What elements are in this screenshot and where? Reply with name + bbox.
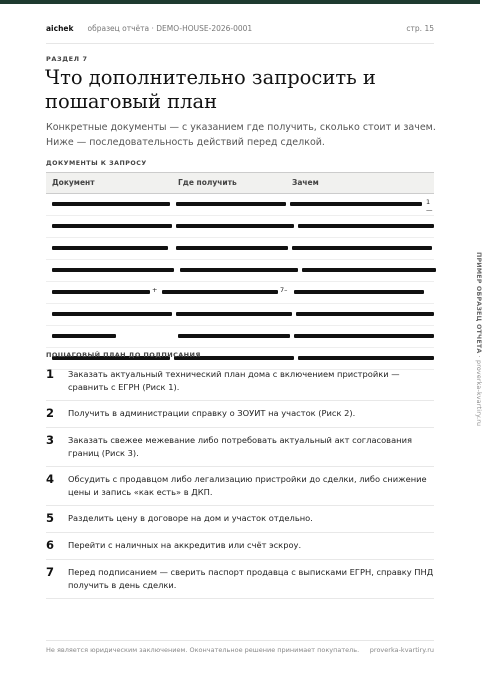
section-label: РАЗДЕЛ 7 [46,55,88,63]
step-number: 1 [46,367,55,381]
step-text: Перед подписанием — сверить паспорт продавца с выписками ЕГРН, справку ПНД получить в день сделки. [68,567,434,590]
redacted-text [176,246,288,250]
list-item [46,362,434,401]
page-number: стр. 15 [406,24,434,33]
watermark-rest: · proverka-kvartiry.ru [475,353,482,427]
redacted-text [52,268,174,272]
footer-disclaimer: Не является юридическим заключением. Окончательное решение принимает покупатель. [46,646,360,654]
redacted-text [302,268,436,272]
step-text: Перейти с наличных на аккредитив или счёт эскроу. [68,540,302,550]
table-fragment: 7– [280,286,288,294]
brand-logo: aichek [46,24,74,33]
redacted-text [52,246,168,250]
step-number: 7 [46,565,55,579]
table-row [46,282,434,304]
table-row [46,260,434,282]
redacted-text [162,290,278,294]
table-header [46,172,434,194]
column-header-why: Зачем [292,178,319,187]
redacted-text [298,356,434,360]
redacted-text [292,246,432,250]
table-fragment: 1 — [426,198,433,214]
redacted-text [52,334,116,338]
documents-label: ДОКУМЕНТЫ К ЗАПРОСУ [46,160,147,167]
table-row [46,238,434,260]
step-text: Получить в администрации справку о ЗОУИТ на участок (Риск 2). [68,408,356,418]
page-footer [46,640,434,654]
step-text: Обсудить с продавцом либо легализацию пристройки до сделки, либо снижение цены и запись «как есть» в ДКП. [68,474,427,497]
redacted-text [296,312,434,316]
redacted-text [294,290,424,294]
table-row [46,326,434,348]
watermark-bold: ПРИМЕР ОБРАЗЕЦ ОТЧЁТА [475,252,482,354]
redacted-text [176,202,286,206]
table-row [46,216,434,238]
column-header-where: Где получить [178,178,237,187]
documents-table [46,172,434,370]
step-text: Заказать свежее межевание либо потребовать актуальный акт согласования границ (Риск 3). [68,435,412,458]
redacted-text [180,268,298,272]
watermark-vertical [452,252,482,432]
redacted-text [178,334,290,338]
table-row [46,194,434,216]
list-item [46,428,434,467]
intro-paragraph: Конкретные документы — с указанием где получить, сколько стоит и зачем. Ниже — последовательность действий перед сделкой. [46,122,436,148]
redacted-text [294,334,434,338]
step-number: 3 [46,433,55,447]
step-text: Заказать актуальный технический план дома с включением пристройки — сравнить с ЕГРН (Риск 1). [68,369,400,392]
page-header [46,24,434,44]
redacted-text [52,202,170,206]
steps-label: ПОШАГОВЫЙ ПЛАН ДО ПОДПИСАНИЯ [46,351,201,359]
document-id: образец отчёта · DEMO-HOUSE-2026-0001 [87,24,253,33]
column-header-document: Документ [52,178,95,187]
list-item [46,560,434,599]
steps-list [46,362,434,599]
redacted-text [290,202,422,206]
redacted-text [176,312,292,316]
step-text: Разделить цену в договоре на дом и участок отдельно. [68,513,313,523]
footer-site: proverka-kvartiry.ru [369,646,434,654]
page-title: Что дополнительно запросить и пошаговый план [45,66,376,113]
list-item [46,506,434,533]
step-number: 2 [46,406,55,420]
table-fragment: + [152,286,158,294]
list-item [46,467,434,506]
list-item [46,533,434,560]
table-row [46,304,434,326]
step-number: 6 [46,538,55,552]
redacted-text [298,224,434,228]
redacted-text [176,224,294,228]
step-number: 5 [46,511,55,525]
redacted-text [52,290,150,294]
top-accent-bar [0,0,480,4]
list-item [46,401,434,428]
step-number: 4 [46,472,55,486]
redacted-text [52,224,172,228]
redacted-text [52,312,172,316]
